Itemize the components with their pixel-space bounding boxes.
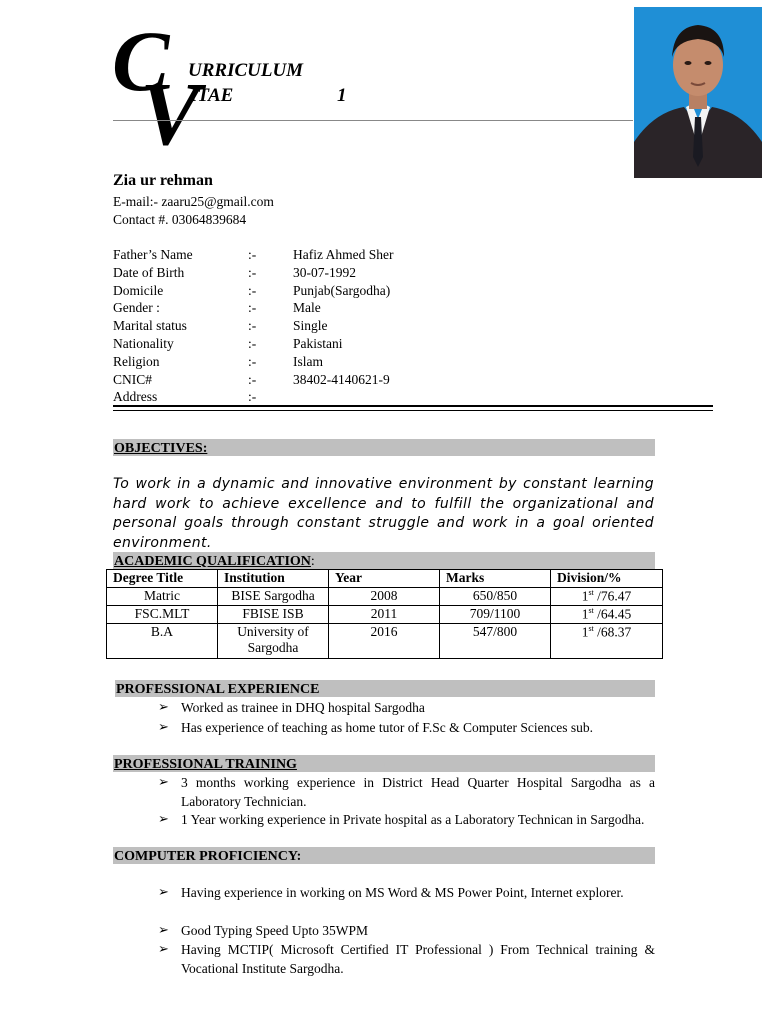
field-label: Domicile	[113, 283, 164, 298]
section-divider-thin	[113, 410, 713, 411]
objectives-title: OBJECTIVES:	[114, 441, 208, 456]
training-header	[113, 755, 655, 772]
experience-title: PROFESSIONAL EXPERIENCE	[116, 682, 320, 697]
list-item: Having experience in working on MS Word & MS Power Point, Internet explorer.	[181, 885, 624, 900]
division-cell: 1st /76.47	[551, 588, 663, 606]
year-cell: 2008	[329, 588, 440, 606]
field-value: Islam	[293, 354, 323, 369]
objectives-text: To work in a dynamic and innovative environment by constant learning hard work to achieve excellence and to fulfill the organizational and personal goals through constant struggle and work in a goal oriented environment.	[113, 476, 654, 551]
list-item: Good Typing Speed Upto 35WPM	[181, 923, 369, 938]
degree-cell: Matric	[107, 588, 218, 606]
profile-photo	[634, 7, 762, 178]
marks-cell: 547/800	[440, 624, 551, 659]
experience-header	[115, 680, 655, 697]
table-row	[107, 624, 663, 659]
division-cell: 1st /64.45	[551, 606, 663, 624]
bullet-arrow-icon: ➢	[158, 699, 169, 714]
field-label: Marital status	[113, 318, 187, 333]
list-item: Having MCTIP( Microsoft Certified IT Professional ) From Technical training & Vocational Institute Sargodha.	[181, 942, 655, 976]
field-separator: :-	[248, 318, 257, 333]
bullet-arrow-icon: ➢	[158, 811, 169, 826]
division-cell: 1st /68.37	[551, 624, 663, 659]
field-separator: :-	[248, 336, 257, 351]
cv-logo-letter-v: V	[140, 65, 201, 164]
degree-cell: B.A	[107, 624, 218, 659]
computer-header	[113, 847, 655, 864]
bullet-arrow-icon: ➢	[158, 719, 169, 734]
field-separator: :-	[248, 265, 257, 280]
field-separator: :-	[248, 247, 257, 262]
column-header: Division/%	[551, 570, 663, 588]
field-value: Punjab(Sargodha)	[293, 283, 391, 298]
table-header-row	[107, 570, 663, 588]
field-separator: :-	[248, 372, 257, 387]
cv-title-line1: URRICULUM	[188, 60, 304, 81]
year-cell: 2011	[329, 606, 440, 624]
institution-cell: FBISE ISB	[218, 606, 329, 624]
field-value: Male	[293, 300, 321, 315]
email-line: E-mail:- zaaru25@gmail.com	[113, 194, 274, 209]
academic-title-suffix: :	[310, 554, 315, 569]
academic-title: ACADEMIC QUALIFICATION	[114, 554, 311, 569]
computer-title: COMPUTER PROFICIENCY:	[114, 849, 302, 864]
field-label: Date of Birth	[113, 265, 185, 280]
table-row	[107, 588, 663, 606]
marks-cell: 709/1100	[440, 606, 551, 624]
candidate-name: Zia ur rehman	[113, 172, 213, 189]
marks-cell: 650/850	[440, 588, 551, 606]
field-label: Nationality	[113, 336, 174, 351]
field-separator: :-	[248, 354, 257, 369]
table-row	[107, 606, 663, 624]
header-rule	[113, 120, 633, 121]
academic-table	[106, 569, 663, 659]
cv-logo-letter-c: C	[112, 13, 168, 109]
academic-header	[113, 552, 655, 569]
column-header: Year	[329, 570, 440, 588]
bullet-arrow-icon: ➢	[158, 941, 169, 956]
training-title: PROFESSIONAL TRAINING	[114, 757, 297, 772]
list-item: Has experience of teaching as home tutor of F.Sc & Computer Sciences sub.	[181, 720, 594, 735]
field-value: Pakistani	[293, 336, 343, 351]
cv-title-line2: ITAE	[190, 85, 234, 106]
field-value: Single	[293, 318, 328, 333]
field-value: 38402-4140621-9	[293, 372, 390, 387]
institution-cell: University of Sargodha	[218, 624, 329, 659]
contact-line: Contact #. 03064839684	[113, 212, 247, 227]
field-label: Address	[113, 389, 158, 404]
institution-cell: BISE Sargodha	[218, 588, 329, 606]
field-label: CNIC#	[113, 372, 153, 387]
list-item: 1 Year working experience in Private hospital as a Laboratory Technican in Sargodha.	[181, 812, 645, 827]
field-value: 30-07-1992	[293, 265, 356, 280]
cv-page-number: 1	[337, 85, 347, 106]
field-value: Hafiz Ahmed Sher	[293, 247, 394, 262]
field-label: Father’s Name	[113, 247, 193, 262]
field-separator: :-	[248, 389, 257, 404]
bullet-arrow-icon: ➢	[158, 774, 169, 789]
section-divider-thick	[113, 405, 713, 407]
year-cell: 2016	[329, 624, 440, 659]
bullet-arrow-icon: ➢	[158, 922, 169, 937]
objectives-header	[113, 439, 655, 456]
field-separator: :-	[248, 300, 257, 315]
field-label: Religion	[113, 354, 160, 369]
column-header: Marks	[440, 570, 551, 588]
column-header: Degree Title	[107, 570, 218, 588]
list-item: 3 months working experience in District Head Quarter Hospital Sargodha as a Laboratory Technician.	[181, 775, 655, 809]
field-label: Gender :	[113, 300, 160, 315]
list-item: Worked as trainee in DHQ hospital Sargodha	[181, 700, 425, 715]
degree-cell: FSC.MLT	[107, 606, 218, 624]
column-header: Institution	[218, 570, 329, 588]
bullet-arrow-icon: ➢	[158, 884, 169, 899]
field-separator: :-	[248, 283, 257, 298]
